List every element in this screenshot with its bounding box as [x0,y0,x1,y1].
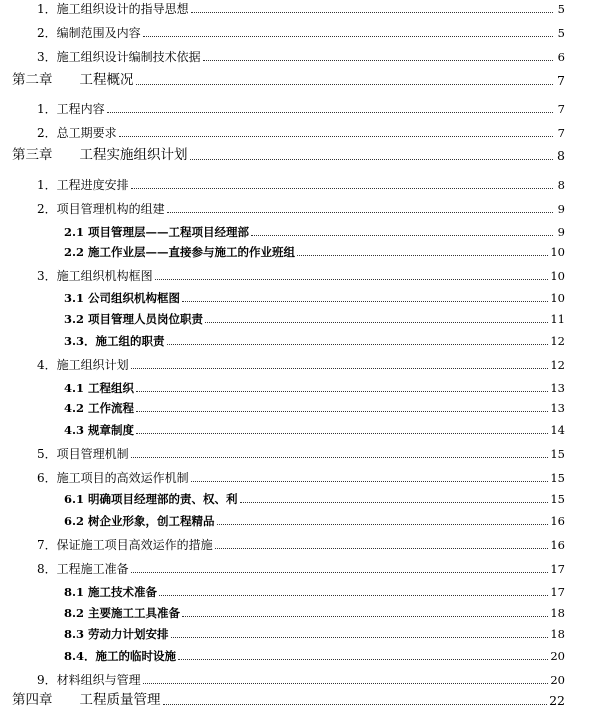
toc-dot-leader [171,637,549,638]
toc-page-number: 7 [557,102,565,116]
toc-page-number: 6 [557,50,565,64]
toc-dot-leader [251,235,553,236]
toc-entry-title: 2．编制范围及内容 [37,26,141,40]
toc-page-number: 17 [550,562,565,576]
toc-entry[interactable] [37,358,565,372]
toc-entry[interactable] [64,401,565,415]
toc-dot-leader [167,344,549,345]
toc-dot-leader [131,457,549,458]
toc-entry[interactable] [37,538,565,552]
toc-chapter-entry[interactable] [12,72,565,88]
toc-page-number: 22 [549,693,565,708]
toc-dot-leader [190,159,554,160]
toc-dot-leader [136,411,548,412]
toc-dot-leader [136,391,548,392]
toc-dot-leader [297,255,548,256]
toc-entry-title: 第二章 工程概况 [12,72,134,88]
toc-page-number: 5 [557,2,565,16]
toc-entry-title: 3．施工组织机构框图 [37,269,153,283]
toc-dot-leader [191,12,553,13]
toc-entry-title: 4.3 规章制度 [64,423,135,437]
toc-entry[interactable] [37,50,565,64]
toc-entry[interactable] [64,606,565,620]
toc-entry-title: 3．施工组织设计编制技术依据 [37,50,201,64]
toc-entry[interactable] [64,381,565,395]
toc-entry-title: 第三章 工程实施组织计划 [12,147,188,163]
toc-entry-title: 4.1 工程组织 [64,381,135,395]
toc-entry-title: 8.1 施工技术准备 [64,585,158,599]
toc-dot-leader [119,136,553,137]
toc-page-number: 20 [550,649,565,663]
toc-entry-title: 1．施工组织设计的指导思想 [37,2,189,16]
toc-entry[interactable] [37,126,565,140]
toc-page-number: 12 [550,334,565,348]
toc-page-number: 10 [550,245,565,259]
toc-entry-title: 2.2 施工作业层——直接参与施工的作业班组 [64,245,296,259]
toc-dot-leader [143,683,549,684]
toc-dot-leader [131,572,549,573]
toc-page-number: 5 [557,26,565,40]
toc-entry[interactable] [64,291,565,305]
toc-page-number: 7 [557,73,565,88]
toc-dot-leader [163,704,548,705]
toc-entry[interactable] [37,269,565,283]
toc-page-number: 11 [550,312,565,326]
toc-entry-title: 8.4．施工的临时设施 [64,649,177,663]
toc-entry[interactable] [64,312,565,326]
toc-dot-leader [167,212,553,213]
toc-dot-leader [178,659,548,660]
toc-entry[interactable] [37,673,565,687]
toc-entry[interactable] [37,202,565,216]
toc-entry-title: 8.3 劳动力计划安排 [64,627,169,641]
toc-page-number: 18 [550,606,565,620]
toc-entry[interactable] [64,627,565,641]
toc-entry-title: 6.2 树企业形象，创工程精品 [64,514,215,528]
toc-entry[interactable] [64,649,565,663]
toc-page-number: 10 [550,269,565,283]
toc-entry[interactable] [64,245,565,259]
toc-entry[interactable] [64,225,565,239]
toc-dot-leader [182,616,548,617]
toc-page-number: 14 [550,423,565,437]
toc-dot-leader [131,188,553,189]
toc-dot-leader [217,524,549,525]
toc-entry-title: 2．项目管理机构的组建 [37,202,165,216]
toc-entry-title: 2.1 项目管理层——工程项目经理部 [64,225,250,239]
toc-page-number: 16 [550,514,565,528]
toc-entry[interactable] [37,2,565,16]
toc-page-number: 15 [550,447,565,461]
toc-entry[interactable] [37,178,565,192]
toc-entry-title: 3.3．施工组的职责 [64,334,165,348]
toc-dot-leader [107,112,553,113]
toc-entry-title: 5．项目管理机制 [37,447,129,461]
toc-entry-title: 4.2 工作流程 [64,401,135,415]
toc-entry-title: 3.1 公司组织机构框图 [64,291,181,305]
toc-entry[interactable] [37,562,565,576]
toc-entry-title: 6．施工项目的高效运作机制 [37,471,189,485]
toc-page-number: 8 [557,178,565,192]
toc-chapter-entry[interactable] [12,692,565,708]
toc-dot-leader [191,481,549,482]
toc-entry[interactable] [64,334,565,348]
toc-dot-leader [131,368,549,369]
toc-page-number: 12 [550,358,565,372]
toc-page-number: 9 [557,202,565,216]
toc-page-number: 13 [550,401,565,415]
toc-page-number: 17 [550,585,565,599]
toc-entry[interactable] [64,514,565,528]
toc-dot-leader [136,433,548,434]
toc-entry[interactable] [37,471,565,485]
toc-entry-title: 8.2 主要施工工具准备 [64,606,181,620]
toc-entry-title: 1．工程内容 [37,102,105,116]
toc-entry[interactable] [64,585,565,599]
toc-dot-leader [182,301,548,302]
toc-page-number: 20 [550,673,565,687]
toc-page-number: 18 [550,627,565,641]
toc-entry[interactable] [64,492,565,506]
toc-entry-title: 4．施工组织计划 [37,358,129,372]
toc-page-number: 7 [557,126,565,140]
toc-chapter-entry[interactable] [12,147,565,163]
toc-entry-title: 2．总工期要求 [37,126,117,140]
toc-entry-title: 6.1 明确项目经理部的责、权、利 [64,492,238,506]
toc-page-number: 15 [550,471,565,485]
toc-entry-title: 1．工程进度安排 [37,178,129,192]
toc-entry-title: 8．工程施工准备 [37,562,129,576]
toc-dot-leader [215,548,549,549]
toc-entry[interactable] [37,447,565,461]
toc-entry[interactable] [37,102,565,116]
toc-page-number: 15 [550,492,565,506]
toc-entry-title: 7．保证施工项目高效运作的措施 [37,538,213,552]
toc-page-number: 9 [557,225,565,239]
toc-dot-leader [203,60,553,61]
toc-dot-leader [136,84,554,85]
toc-page-number: 10 [550,291,565,305]
toc-dot-leader [143,36,553,37]
toc-entry-title: 3.2 项目管理人员岗位职责 [64,312,204,326]
toc-page-number: 16 [550,538,565,552]
toc-dot-leader [240,502,549,503]
toc-dot-leader [155,279,549,280]
toc-dot-leader [159,595,548,596]
toc-entry-title: 9．材料组织与管理 [37,673,141,687]
toc-page-number: 8 [557,148,565,163]
toc-entry[interactable] [64,423,565,437]
toc-dot-leader [205,322,548,323]
toc-entry-title: 第四章 工程质量管理 [12,692,161,708]
toc-page-number: 13 [550,381,565,395]
toc-entry[interactable] [37,26,565,40]
